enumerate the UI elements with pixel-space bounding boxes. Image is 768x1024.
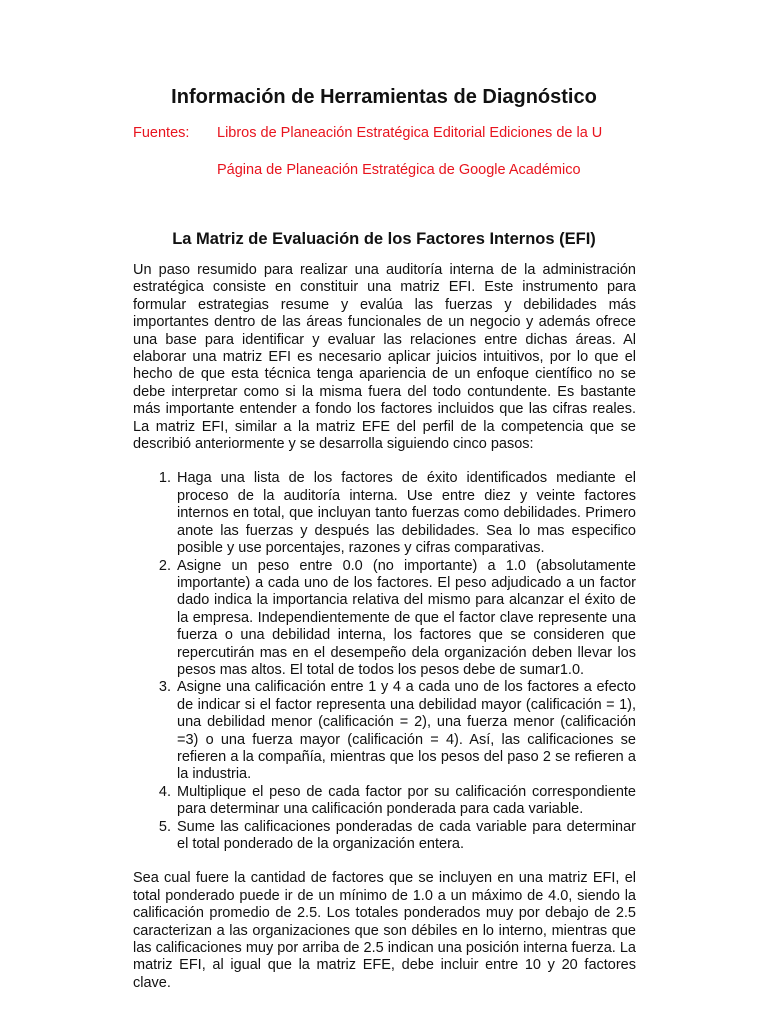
steps-list: [133, 470, 636, 853]
step-item-3: 3. Asigne una calificación entre 1 y 4 a cada uno de los factores a efecto de indicar si el factor representa una debilidad mayor (calificación = 1), una debilidad menor (calificación = 2), una fuerza menor (calificación =3) o una fuerza mayor (calificación = 4). Así, las calificaciones se refieren a la compañía, mientras que los pesos del paso 2 se refieren a la industria.: [175, 679, 636, 783]
source-row-2: [133, 161, 693, 179]
step-item-1: 1. Haga una lista de los factores de éxito identificados mediante el proceso de la auditoría interna. Use entre diez y veinte factores internos en total, que incluyan tanto fuerzas como debilidades. Primero anote las fuerzas y después las debilidades. Sea lo mas especifico posible y use porcentajes, razones y cifras comparativas.: [175, 470, 636, 557]
document-title: Información de Herramientas de Diagnóstico: [171, 86, 597, 108]
source-row-1: [133, 124, 693, 142]
section-title: La Matriz de Evaluación de los Factores Internos (EFI): [172, 230, 596, 248]
step-item-2: 2. Asigne un peso entre 0.0 (no importante) a 1.0 (absolutamente importante) a cada uno de los factores. El peso adjudicado a un factor dado indica la importancia relativa del mismo para alcanzar el éxito de la empresa. Independientemente de que el factor clave represente una fuerza o una debilidad interna, los factores que se consideren que repercutirán mas en el desempeño dela organización deben llevar los pesos mas altos. El total de todos los pesos debe de sumar1.0.: [175, 558, 636, 680]
sources-block: [133, 124, 693, 198]
intro-paragraph: Un paso resumido para realizar una auditoría interna de la administración estratégica consiste en constituir una matriz EFI. Este instrumento para formular estrategias resume y evalúa las fuerzas y debilidades más importantes dentro de las áreas funcionales de un negocio y además ofrece una base para identificar y evaluar las relaciones entre dichas áreas. Al elaborar una matriz EFI es necesario aplicar juicios intuitivos, por lo que el hecho de que esta técnica tenga apariencia de un enfoque científico no se debe interpretar como si la misma fuera del todo contundente. Es bastante más importante entender a fondo los factores incluidos que las cifras reales. La matriz EFI, similar a la matriz EFE del perfil de la competencia que se describió anteriormente y se desarrolla siguiendo cinco pasos:: [133, 262, 636, 453]
step-item-5: 5. Sume las calificaciones ponderadas de cada variable para determinar el total ponderado de la organización entera.: [175, 819, 636, 854]
source-item-2: Página de Planeación Estratégica de Google Académico: [217, 162, 581, 178]
sources-label: Fuentes:: [133, 125, 190, 141]
source-item-1: Libros de Planeación Estratégica Editorial Ediciones de la U: [217, 125, 603, 141]
step-item-4: 4. Multiplique el peso de cada factor por su calificación correspondiente para determinar una calificación ponderada para cada variable.: [175, 784, 636, 819]
conclusion-paragraph: Sea cual fuere la cantidad de factores que se incluyen en una matriz EFI, el total ponderado puede ir de un mínimo de 1.0 a un máximo de 4.0, siendo la calificación promedio de 2.5. Los totales ponderados muy por debajo de 2.5 caracterizan a las organizaciones que son débiles en lo interno, mientras que las calificaciones muy por arriba de 2.5 indican una posición interna fuerza. La matriz EFI, al igual que la matriz EFE, debe incluir entre 10 y 20 factores clave.: [133, 870, 636, 991]
document-body: [133, 262, 636, 992]
